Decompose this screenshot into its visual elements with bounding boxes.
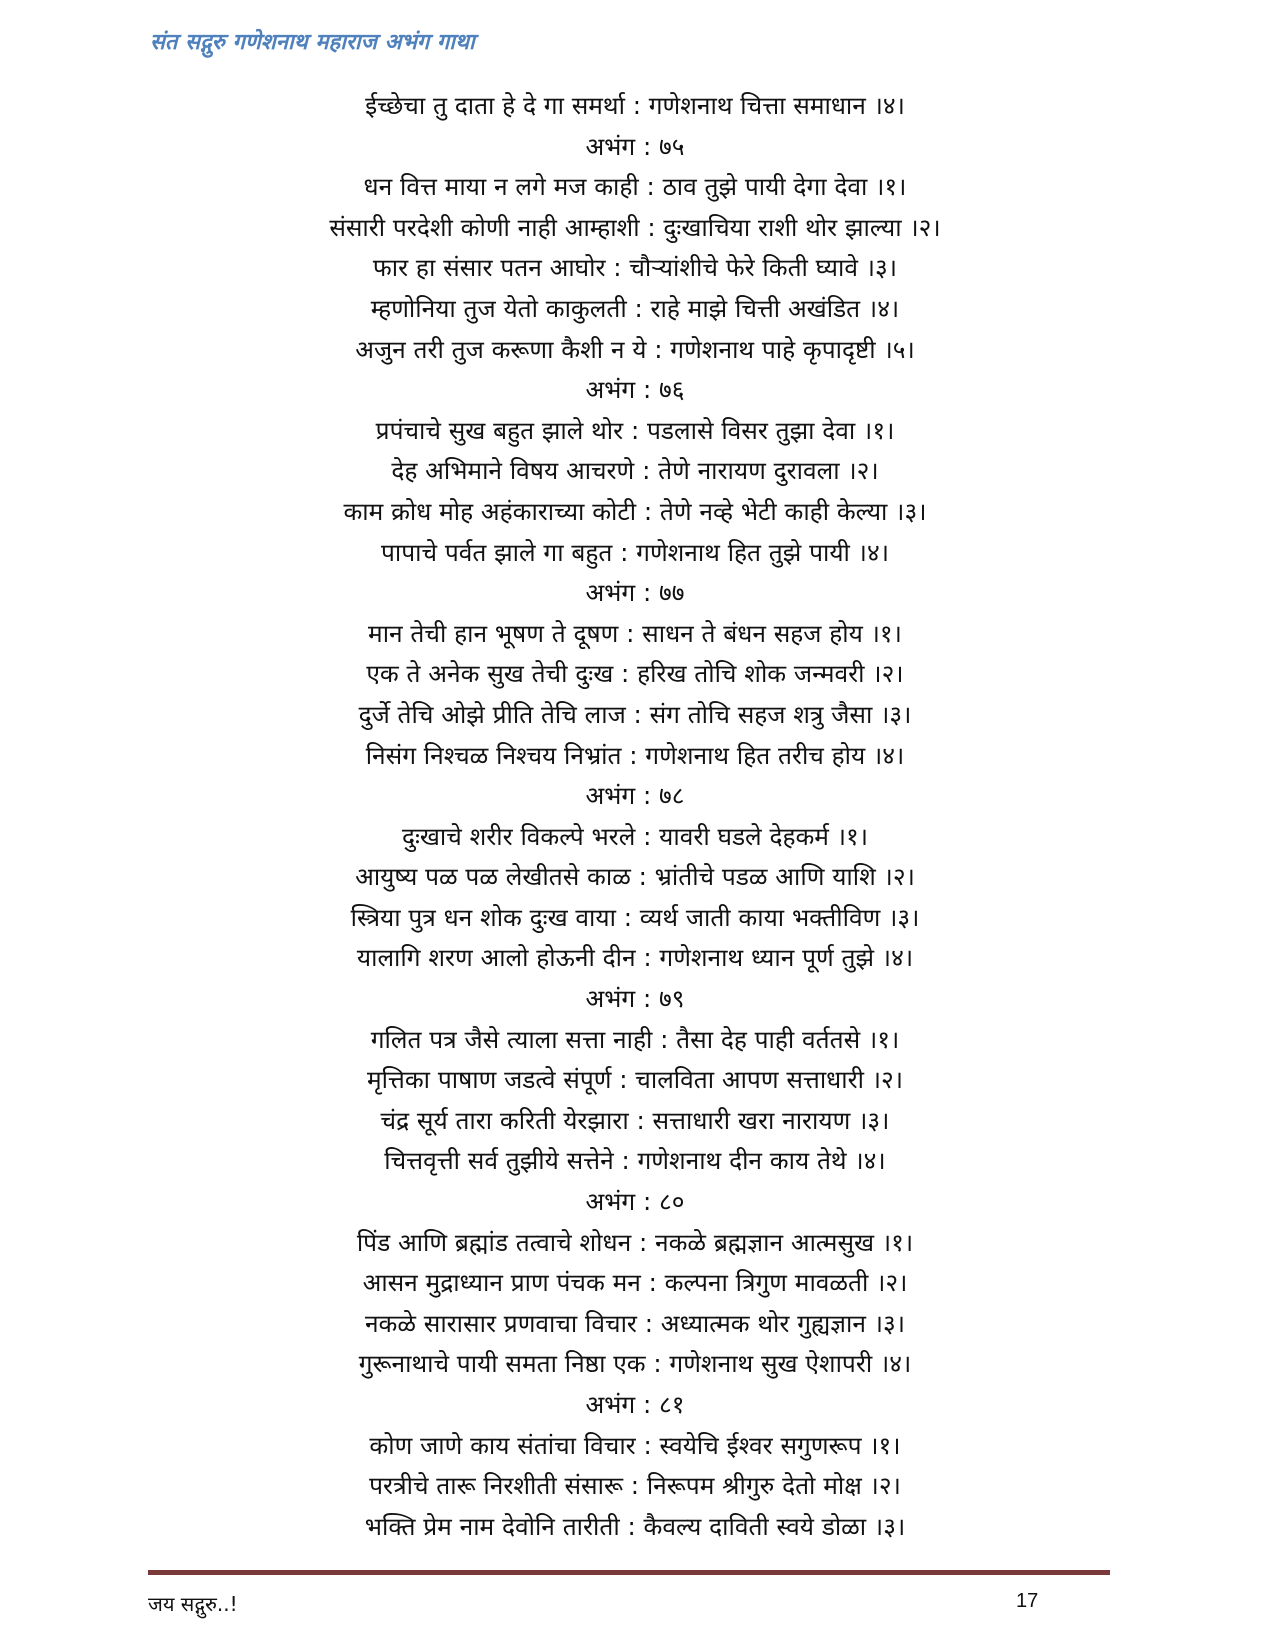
footer-salutation: जय सद्गुरु..! <box>148 1592 238 1616</box>
page-number: 17 <box>1016 1590 1039 1612</box>
footer-divider <box>148 1570 1110 1575</box>
verse-line: म्हणोनिया तुज येतो काकुलती : राहे माझे चित्ती अखंडित ।४। <box>370 293 900 323</box>
verse-line: कोण जाणे काय संतांचा विचार : स्वयेचि ईश्वर सगुणरूप ।१। <box>369 1430 901 1460</box>
verse-line: गुरूनाथाचे पायी समता निष्ठा एक : गणेशनाथ सुख ऐशापरी ।४। <box>358 1349 912 1379</box>
verse-line: अजुन तरी तुज करूणा कैशी न ये : गणेशनाथ पाहे कृपादृष्टी ।५। <box>355 334 915 364</box>
verse-line: नकळे सारासार प्रणवाचा विचार : अध्यात्मक थोर गुह्यज्ञान ।३। <box>364 1308 906 1338</box>
verse-line: धन वित्त माया न लगे मज काही : ठाव तुझे पायी देगा देवा ।१। <box>363 172 907 202</box>
abhang-heading: अभंग : ७९ <box>585 984 685 1014</box>
verse-line: गलित पत्र जैसे त्याला सत्ता नाही : तैसा देह पाही वर्ततसे ।१। <box>370 1024 900 1054</box>
verse-line: यालागि शरण आलो होऊनी दीन : गणेशनाथ ध्यान पूर्ण तुझे ।४। <box>356 943 914 973</box>
verse-line: एक ते अनेक सुख तेची दुःख : हरिख तोचि शोक जन्मवरी ।२। <box>366 659 904 689</box>
verse-line: मृत्तिका पाषाण जडत्वे संपूर्ण : चालविता आपण सत्ताधारी ।२। <box>366 1065 904 1095</box>
verse-line: पिंड आणि ब्रह्मांड तत्वाचे शोधन : नकळे ब्रह्मज्ञान आत्मसुख ।१। <box>356 1227 914 1257</box>
verse-line: मान तेची हान भूषण ते दूषण : साधन ते बंधन सहज होय ।१। <box>368 618 902 648</box>
abhang-heading: अभंग : ७७ <box>585 578 685 608</box>
verse-line: आसन मुद्राध्यान प्राण पंचक मन : कल्पना त्रिगुण मावळती ।२। <box>362 1268 908 1298</box>
verse-line: दुःखाचे शरीर विकल्पे भरले : यावरी घडले देहकर्म ।१। <box>401 821 869 851</box>
verse-line: परत्रीचे तारू निरशीती संसारू : निरूपम श्रीगुरु देतो मोक्ष ।२। <box>369 1471 901 1501</box>
abhang-heading: अभंग : ७५ <box>585 131 685 161</box>
abhang-heading: अभंग : ७६ <box>585 375 685 405</box>
verse-line: आयुष्य पळ पळ लेखीतसे काळ : भ्रांतीचे पडळ आणि याशि ।२। <box>355 862 915 892</box>
abhang-heading: अभंग : ८० <box>585 1187 685 1217</box>
verse-line: दुर्जे तेचि ओझे प्रीति तेचि लाज : संग तोचि सहज शत्रु जैसा ।३। <box>358 699 912 729</box>
verse-line: काम क्रोध मोह अहंकाराच्या कोटी : तेणे नव्हे भेटी काही केल्या ।३। <box>343 496 927 526</box>
verse-line: फार हा संसार पतन आघोर : चौऱ्यांशीचे फेरे किती घ्यावे ।३। <box>372 253 898 283</box>
abhang-heading: अभंग : ७८ <box>585 781 685 811</box>
verse-line: चित्तवृत्ती सर्व तुझीये सत्तेने : गणेशनाथ दीन काय तेथे ।४। <box>384 1146 886 1176</box>
page-header-title: संत सद्गुरु गणेशनाथ महाराज अभंग गाथा <box>150 30 475 55</box>
verse-content <box>120 86 1150 1547</box>
verse-line: देह अभिमाने विषय आचरणे : तेणे नारायण दुरावला ।२। <box>391 456 879 486</box>
verse-line: प्रपंचाचे सुख बहुत झाले थोर : पडलासे विसर तुझा देवा ।१। <box>375 415 895 445</box>
verse-line: निसंग निश्चळ निश्चय निभ्रांत : गणेशनाथ हित तरीच होय ।४। <box>365 740 905 770</box>
verse-line: संसारी परदेशी कोणी नाही आम्हाशी : दुःखाचिया राशी थोर झाल्या ।२। <box>329 212 941 242</box>
verse-line: पापाचे पर्वत झाले गा बहुत : गणेशनाथ हित तुझे पायी ।४। <box>381 537 889 567</box>
verse-line: ईच्छेचा तु दाता हे दे गा समर्था : गणेशनाथ चित्ता समाधान ।४। <box>365 91 905 120</box>
abhang-heading: अभंग : ८१ <box>585 1390 685 1419</box>
verse-line: भक्ति प्रेम नाम देवोनि तारीती : कैवल्य दाविती स्वये डोळा ।३। <box>364 1511 906 1541</box>
verse-line: स्त्रिया पुत्र धन शोक दुःख वाया : व्यर्थ जाती काया भक्तीविण ।३। <box>350 902 920 932</box>
verse-line: चंद्र सूर्य तारा करिती येरझारा : सत्ताधारी खरा नारायण ।३। <box>380 1105 890 1135</box>
